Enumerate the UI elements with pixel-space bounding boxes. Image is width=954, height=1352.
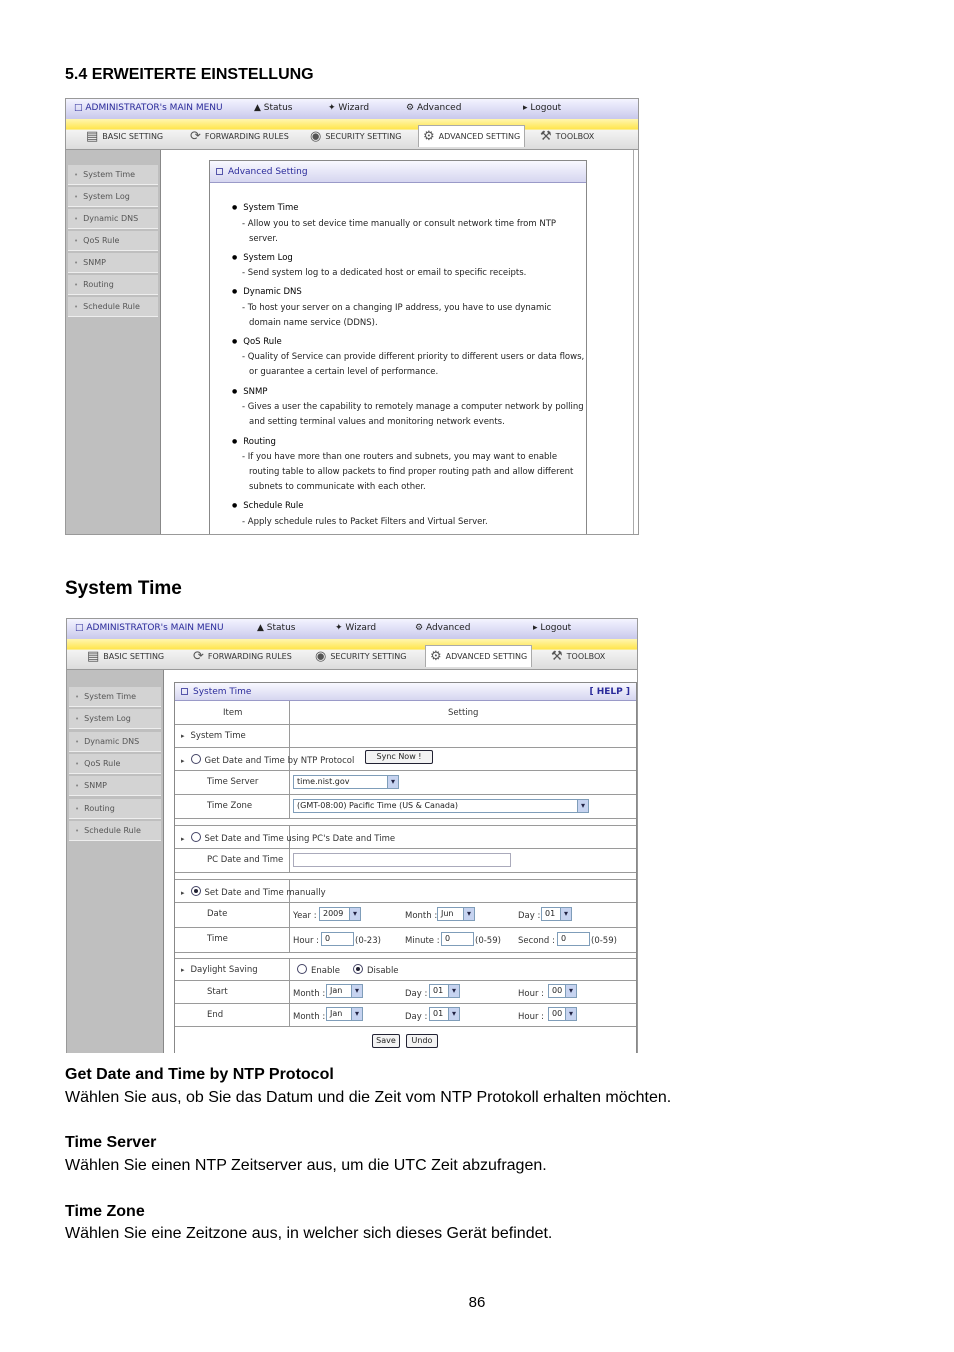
table-row <box>175 928 636 953</box>
tab-toolbox[interactable]: ⚒ TOOLBOX <box>540 128 595 144</box>
start-day-select[interactable]: 01 ▾ <box>429 984 460 998</box>
advanced-setting-screenshot <box>65 98 639 535</box>
forward-icon: ⟳ <box>190 128 201 144</box>
undo-button[interactable]: Undo <box>406 1034 438 1048</box>
col-setting: Setting <box>448 708 479 718</box>
tab-forwarding-rules[interactable]: ⟳ FORWARDING RULES <box>190 128 289 144</box>
pc-radio[interactable] <box>191 832 201 842</box>
start-month-select[interactable]: Jan ▾ <box>326 984 363 998</box>
tab-security-setting[interactable]: ◉ SECURITY SETTING <box>310 128 402 144</box>
advanced-tab-icon: ⚙ <box>423 129 435 144</box>
system-time-screenshot <box>66 618 638 1053</box>
table-row <box>175 725 636 748</box>
ntp-radio[interactable] <box>191 754 201 764</box>
tab-toolbox[interactable]: ⚒ TOOLBOX <box>551 648 606 664</box>
time-zone-heading: Time Zone <box>65 1203 145 1220</box>
start-label: Start <box>207 987 228 997</box>
advanced-tab-icon: ⚙ <box>430 649 442 664</box>
end-day-select[interactable]: 01 ▾ <box>429 1007 460 1021</box>
item-desc: - Allow you to set device time manually or consult network time from NTP <box>242 219 557 229</box>
pc-option[interactable]: ▸ Set Date and Time using PC's Date and Time <box>181 832 395 844</box>
year-label: Year : <box>293 911 317 921</box>
end-month-label: Month : <box>293 1012 326 1022</box>
help-link[interactable]: [ HELP ] <box>589 687 630 697</box>
time-zone-label: Time Zone <box>207 801 253 811</box>
nav-wizard[interactable]: ✦ Wizard <box>328 103 370 113</box>
day-label: Day : <box>518 911 541 921</box>
forward-icon: ⟳ <box>193 648 204 664</box>
sidebar-item-schedule-rule[interactable]: • Schedule Rule <box>69 821 161 841</box>
ntp-text: Wählen Sie aus, ob Sie das Datum und die Zeit vom NTP Protokoll erhalten möchten. <box>65 1089 672 1106</box>
date-label: Date <box>207 909 228 919</box>
end-hour-label: Hour : <box>518 1012 545 1022</box>
panel-square-icon <box>181 688 188 695</box>
sidebar-item-system-time[interactable]: • System Time <box>68 165 158 185</box>
nav-main-menu[interactable]: □ ADMINISTRATOR's MAIN MENU <box>74 103 223 113</box>
hour-input[interactable]: 0 <box>321 932 354 946</box>
time-zone-text: Wählen Sie eine Zeitzone aus, in welcher sich dieses Gerät befindet. <box>65 1225 553 1242</box>
time-label: Time <box>207 934 228 944</box>
table-row <box>175 880 636 903</box>
start-month-label: Month : <box>293 989 326 999</box>
end-hour-select[interactable]: 00 ▾ <box>548 1007 577 1021</box>
sidebar-item-snmp[interactable]: • SNMP <box>68 253 158 273</box>
item-title[interactable]: ● System Log <box>232 253 293 263</box>
wizard-icon: ✦ <box>328 103 336 113</box>
sidebar <box>67 670 164 1053</box>
sidebar-item-qos-rule[interactable]: • QoS Rule <box>68 231 158 251</box>
status-icon: ▲ <box>257 623 264 633</box>
col-item: Item <box>223 708 243 718</box>
book-icon: ▤ <box>87 648 100 664</box>
nav-main-menu[interactable]: □ ADMINISTRATOR's MAIN MENU <box>75 623 224 633</box>
table-header <box>175 701 636 725</box>
time-server-text: Wählen Sie einen NTP Zeitserver aus, um die UTC Zeit abzufragen. <box>65 1157 547 1174</box>
page-number: 86 <box>468 1294 486 1311</box>
pc-date-field[interactable] <box>293 853 511 867</box>
tab-advanced-setting[interactable]: ⚙ ADVANCED SETTING <box>425 645 532 667</box>
item-desc: - To host your server on a changing IP address, you have to use dynamic <box>242 303 552 313</box>
sidebar-item-system-log[interactable]: • System Log <box>68 187 158 207</box>
tab-forwarding-rules[interactable]: ⟳ FORWARDING RULES <box>193 648 292 664</box>
table-row <box>175 826 636 849</box>
table-row <box>175 849 636 873</box>
item-desc: server. <box>249 234 278 244</box>
ntp-heading: Get Date and Time by NTP Protocol <box>65 1066 334 1083</box>
tab-bar <box>66 119 638 150</box>
daylight-disable[interactable]: Disable <box>353 964 399 976</box>
enable-radio[interactable] <box>297 964 307 974</box>
tab-bar <box>67 639 637 670</box>
panel-title: Advanced Setting <box>210 161 586 183</box>
time-zone-select[interactable]: (GMT-08:00) Pacific Time (US & Canada) ▾ <box>293 799 589 813</box>
year-select[interactable]: 2009 ▾ <box>319 907 361 921</box>
hour-range: (0-23) <box>355 936 381 946</box>
sidebar-item-dynamic-dns[interactable]: • Dynamic DNS <box>69 732 161 752</box>
sidebar-item-dynamic-dns[interactable]: • Dynamic DNS <box>68 209 158 229</box>
hour-label: Hour : <box>293 936 320 946</box>
shield-icon: ◉ <box>310 128 322 144</box>
item-desc: and setting terminal values and monitoring network events. <box>249 417 505 427</box>
nav-advanced[interactable]: ⚙ Advanced <box>406 103 462 113</box>
sidebar-item-routing[interactable]: • Routing <box>68 275 158 295</box>
item-desc: - Gives a user the capability to remotely manage a computer network by polling <box>242 402 584 412</box>
start-day-label: Day : <box>405 989 428 999</box>
advanced-icon: ⚙ <box>415 623 424 633</box>
tab-basic-setting[interactable]: ▤ BASIC SETTING <box>86 128 164 144</box>
item-desc: - Quality of Service can provide different priority to different users or data flows, <box>242 352 585 362</box>
advanced-setting-panel <box>209 160 587 535</box>
item-title[interactable]: ● Dynamic DNS <box>232 287 302 297</box>
section-heading: 5.4 ERWEITERTE EINSTELLUNG <box>65 66 314 83</box>
book-icon: ▤ <box>86 128 99 144</box>
nav-status[interactable]: ▲ Status <box>257 623 296 633</box>
item-title[interactable]: ● Routing <box>232 437 276 447</box>
sync-now-button[interactable]: Sync Now ! <box>365 750 433 764</box>
table-row <box>175 903 636 928</box>
status-icon: ▲ <box>254 103 261 113</box>
sidebar <box>66 150 161 534</box>
minute-range: (0-59) <box>475 936 501 946</box>
item-title[interactable]: ● Schedule Rule <box>232 501 304 511</box>
item-desc: or guarantee a certain level of performance. <box>249 367 439 377</box>
top-nav <box>67 619 637 640</box>
daylight-saving-label: ▸ Daylight Saving <box>181 965 258 975</box>
item-desc: - Apply schedule rules to Packet Filters and Virtual Server. <box>242 517 488 527</box>
time-server-select[interactable]: time.nist.gov ▾ <box>293 775 399 789</box>
second-range: (0-59) <box>591 936 617 946</box>
start-hour-label: Hour : <box>518 989 545 999</box>
toolbox-icon: ⚒ <box>551 648 563 664</box>
table-row <box>175 981 636 1004</box>
minute-input[interactable]: 0 <box>441 932 474 946</box>
nav-advanced[interactable]: ⚙ Advanced <box>415 623 471 633</box>
time-server-heading: Time Server <box>65 1134 157 1151</box>
item-desc: routing table to allow packets to find proper routing path and allow different <box>249 467 574 477</box>
daylight-enable[interactable]: Enable <box>297 964 340 976</box>
sidebar-item-routing[interactable]: • Routing <box>69 799 161 819</box>
table-row <box>175 795 636 819</box>
end-month-select[interactable]: Jan ▾ <box>326 1007 363 1021</box>
row-system-time: ▸ System Time <box>181 731 246 741</box>
tab-basic-setting[interactable]: ▤ BASIC SETTING <box>87 648 165 664</box>
time-server-label: Time Server <box>207 777 259 787</box>
table-row <box>175 748 636 771</box>
month-select[interactable]: Jun ▾ <box>437 907 475 921</box>
top-nav <box>66 99 638 120</box>
end-label: End <box>207 1010 224 1020</box>
sidebar-item-system-log[interactable]: • System Log <box>69 709 161 729</box>
table-row <box>175 959 636 981</box>
system-time-heading: System Time <box>65 578 182 599</box>
table-row <box>175 771 636 795</box>
minute-label: Minute : <box>405 936 440 946</box>
item-desc: - If you have more than one routers and subnets, you may want to enable <box>242 452 558 462</box>
manual-option[interactable]: ▸ Set Date and Time manually <box>181 886 326 898</box>
item-title[interactable]: ● QoS Rule <box>232 337 282 347</box>
sidebar-item-qos-rule[interactable]: • QoS Rule <box>69 754 161 774</box>
shield-icon: ◉ <box>315 648 327 664</box>
manual-radio[interactable] <box>191 886 201 896</box>
panel-title: System Time [ HELP ] <box>175 683 636 701</box>
nav-logout[interactable]: ▸ Logout <box>533 623 572 633</box>
pc-date-label: PC Date and Time <box>207 855 284 865</box>
disable-radio[interactable] <box>353 964 363 974</box>
item-title[interactable]: ● SNMP <box>232 387 267 397</box>
month-label: Month : <box>405 911 438 921</box>
tab-advanced-setting[interactable]: ⚙ ADVANCED SETTING <box>418 125 525 147</box>
wizard-icon: ✦ <box>335 623 343 633</box>
system-time-panel <box>174 682 637 1053</box>
day-select[interactable]: 01 ▾ <box>541 907 572 921</box>
sidebar-item-schedule-rule[interactable]: • Schedule Rule <box>68 297 158 317</box>
advanced-icon: ⚙ <box>406 103 415 113</box>
table-row <box>175 1004 636 1027</box>
item-desc: subnets to communicate with each other. <box>249 482 426 492</box>
second-label: Second : <box>518 936 555 946</box>
second-input[interactable]: 0 <box>557 932 590 946</box>
item-desc: - Send system log to a dedicated host or email to specific receipts. <box>242 268 527 278</box>
nav-logout[interactable]: ▸ Logout <box>523 103 562 113</box>
ntp-option[interactable]: ▸ Get Date and Time by NTP Protocol <box>181 754 354 766</box>
item-title[interactable]: ● System Time <box>232 203 298 213</box>
sidebar-item-system-time[interactable]: • System Time <box>69 687 161 707</box>
tab-security-setting[interactable]: ◉ SECURITY SETTING <box>315 648 407 664</box>
nav-wizard[interactable]: ✦ Wizard <box>335 623 377 633</box>
save-button[interactable]: Save <box>372 1034 400 1048</box>
end-day-label: Day : <box>405 1012 428 1022</box>
item-desc: domain name service (DDNS). <box>249 318 378 328</box>
panel-square-icon <box>216 168 223 175</box>
start-hour-select[interactable]: 00 ▾ <box>548 984 577 998</box>
nav-status[interactable]: ▲ Status <box>254 103 293 113</box>
sidebar-item-snmp[interactable]: • SNMP <box>69 776 161 796</box>
toolbox-icon: ⚒ <box>540 128 552 144</box>
